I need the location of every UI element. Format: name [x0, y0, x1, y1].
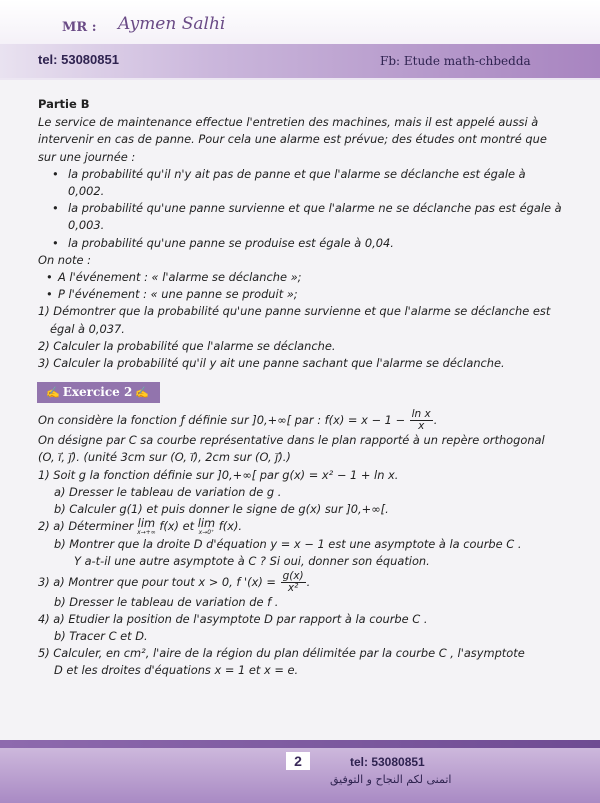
pencil-icon: ✍	[46, 386, 60, 400]
event-item: • A l'événement : « l'alarme se déclanche »;	[58, 269, 563, 286]
ex2-q2a: 2) a) Déterminer lim x→+∞ f(x) et lim x→0⁺ f(x).	[38, 516, 243, 537]
part-b-intro: Le service de maintenance effectue l'entretien des machines, mais il est appelé aussi à intervenir en cas de panne. Pour cela une alarme est prévue; des études ont montré que sur une journée :	[38, 115, 547, 164]
bullet-item: • la probabilité qu'une panne survienne et que l'alarme ne se déclanche pas est égale à 0,003.	[68, 200, 563, 234]
bullet-item: • la probabilité qu'une panne se produise est égale à 0,04.	[68, 235, 563, 252]
footer-arabic-wish: اتمنى لكم النجاح و التوفيق	[330, 773, 452, 786]
part-b-bullets	[38, 166, 563, 252]
mr-label: MR :	[62, 20, 97, 35]
on-note: On note :	[38, 252, 91, 267]
header-phone: tel: 53080851	[38, 52, 119, 67]
ex2-q5a: 5) Calculer, en cm², l'aire de la région du plan délimitée par la courbe C , l'asymptote	[38, 646, 525, 661]
pencil-icon: ✍	[135, 386, 149, 400]
fraction-ln-x-over-x: $\frac{\text{ln x}}{x}$	[411, 408, 431, 433]
limit-zero: lim x→0⁺	[197, 516, 216, 537]
ex2-q1b: b) Calculer g(1) et puis donner le signe de g(x) sur ]0,+∞[.	[54, 502, 389, 517]
exercise-2-title: ✍ Exercice 2 ✍	[37, 382, 160, 403]
event-item: • P l'événement : « une panne se produit »;	[58, 286, 563, 303]
ex2-q2b-followup: Y a-t-il une autre asymptote à C ? Si oui, donner son équation.	[74, 554, 430, 569]
part-b-title: Partie B	[38, 97, 90, 111]
ex2-q5b: D et les droites d'équations x = 1 et x = e.	[54, 663, 299, 678]
question-3: 3) Calculer la probabilité qu'il y ait une panne sachant que l'alarme se déclanche.	[38, 356, 505, 371]
ex2-q1: 1) Soit g la fonction définie sur ]0,+∞[ par g(x) = x² − 1 + ln x.	[38, 467, 399, 482]
event-list	[38, 269, 563, 303]
ex2-definition: On considère la fonction ƒ définie sur ]0,+∞[ par : f(x) = x − 1 − $\frac{\text{ln x}}{x}$ .	[38, 408, 438, 433]
ex2-q3a: 3) a) Montrer que pour tout x > 0, f '(x) = $\frac{g(x)}{\text{x²}}$ .	[38, 569, 311, 594]
ex2-q3b: b) Dresser le tableau de variation de f .	[54, 594, 279, 609]
question-2: 2) Calculer la probabilité que l'alarme se déclanche.	[38, 338, 336, 353]
bullet-item: • la probabilité qu'il n'y ait pas de panne et que l'alarme se déclanche est égale à 0,002.	[68, 166, 563, 200]
ex2-q4a: 4) a) Etudier la position de l'asymptote D par rapport à la courbe C .	[38, 611, 428, 626]
fraction-g-over-x2: $\frac{g(x)}{\text{x²}}$	[282, 569, 304, 594]
document-content	[38, 96, 563, 680]
ex2-q4b: b) Tracer C et D.	[54, 629, 148, 644]
ex2-curve-description: On désigne par C sa courbe représentative dans le plan rapporté à un repère orthogonal (O, i⃗, j⃗). (unité 3cm sur (O, i⃗), 2cm sur (O, j⃗).)	[38, 433, 545, 465]
question-1: 1) Démontrer que la probabilité qu'une panne survienne et que l'alarme se déclanche est égal à 0,037.	[38, 304, 551, 336]
footer-phone: tel: 53080851	[350, 755, 425, 769]
limit-infinity: lim x→+∞	[137, 516, 156, 537]
teacher-name: Aymen Salhi	[118, 14, 226, 34]
header-facebook: Fb: Etude math-chbedda	[380, 54, 531, 68]
page-number: 2	[286, 752, 310, 770]
ex2-q1a: a) Dresser le tableau de variation de g .	[54, 484, 282, 499]
ex2-q2b: b) Montrer que la droite D d'équation y = x − 1 est une asymptote à la courbe C .	[54, 537, 522, 552]
footer-strip	[0, 740, 600, 748]
